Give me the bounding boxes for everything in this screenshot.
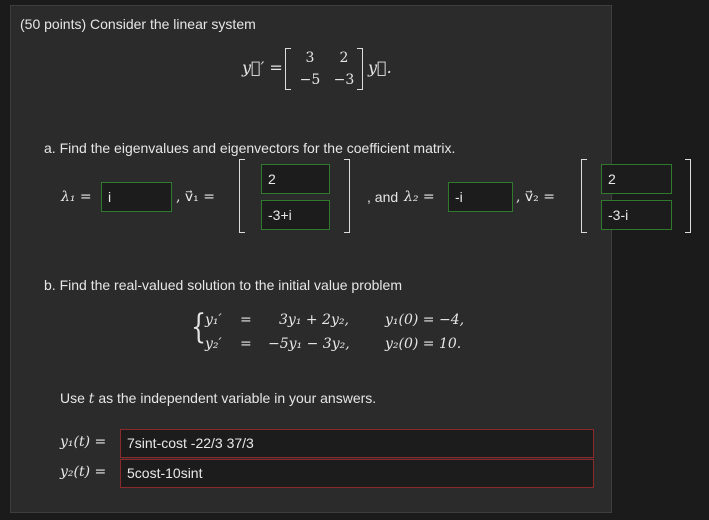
matrix-a21: −5 [299, 72, 321, 88]
equation-rhs: y⃗. [368, 58, 392, 77]
y1-solution-input[interactable]: 7sint-cost -22/3 37/3 [120, 429, 594, 458]
system-row2-lhs: y₂′ [205, 336, 222, 352]
matrix-a12: 2 [339, 50, 349, 66]
v1-left-bracket [239, 159, 245, 233]
part-a-prompt: a. Find the eigenvalues and eigenvectors for the coefficient matrix. [44, 140, 456, 156]
system-brace: { [191, 307, 207, 347]
system-row2-eq: = [240, 336, 252, 352]
part-b-prompt: b. Find the real-valued solution to the initial value problem [44, 277, 402, 293]
v2-left-bracket [581, 159, 587, 233]
v1-right-bracket [344, 159, 350, 233]
matrix-a22: −3 [333, 72, 355, 88]
v1-label: , v⃗₁ = [176, 189, 215, 205]
system-row2-ic: y₂(0) = 10. [385, 336, 462, 352]
v2-component-1-input[interactable]: 2 [601, 164, 672, 194]
system-row2-rhs: −5y₁ − 3y₂, [268, 336, 350, 352]
system-row1-rhs: 3y₁ + 2y₂, [279, 312, 349, 328]
problem-header: (50 points) Consider the linear system [20, 16, 256, 32]
system-row1-lhs: y₁′ [205, 312, 222, 328]
equation-lhs: y⃗′ = [242, 58, 283, 77]
v1-component-2-input[interactable]: -3+i [261, 200, 330, 230]
v1-component-1-input[interactable]: 2 [261, 164, 330, 194]
system-row1-eq: = [240, 312, 252, 328]
v2-label: , v⃗₂ = [516, 189, 555, 205]
system-row1-ic: y₁(0) = −4, [385, 312, 465, 328]
matrix-left-bracket [285, 48, 291, 90]
note-variable: t [88, 391, 95, 407]
matrix-right-bracket [357, 48, 363, 90]
y1-label: y₁(t) = [60, 434, 107, 450]
question-panel [10, 5, 629, 513]
lambda2-input[interactable]: -i [448, 182, 513, 212]
and-text: , and [367, 189, 399, 205]
v2-component-2-input[interactable]: -3-i [601, 200, 672, 230]
y2-solution-input[interactable]: 5cost-10sint [120, 459, 594, 488]
independent-variable-note: Use t as the independent variable in your answers. [60, 390, 377, 407]
matrix-a11: 3 [305, 50, 315, 66]
y2-label: y₂(t) = [60, 464, 107, 480]
lambda1-input[interactable]: i [101, 182, 172, 212]
lambda2-label: λ₂ = [404, 189, 435, 205]
lambda1-label: λ₁ = [61, 189, 92, 205]
v2-right-bracket [685, 159, 691, 233]
